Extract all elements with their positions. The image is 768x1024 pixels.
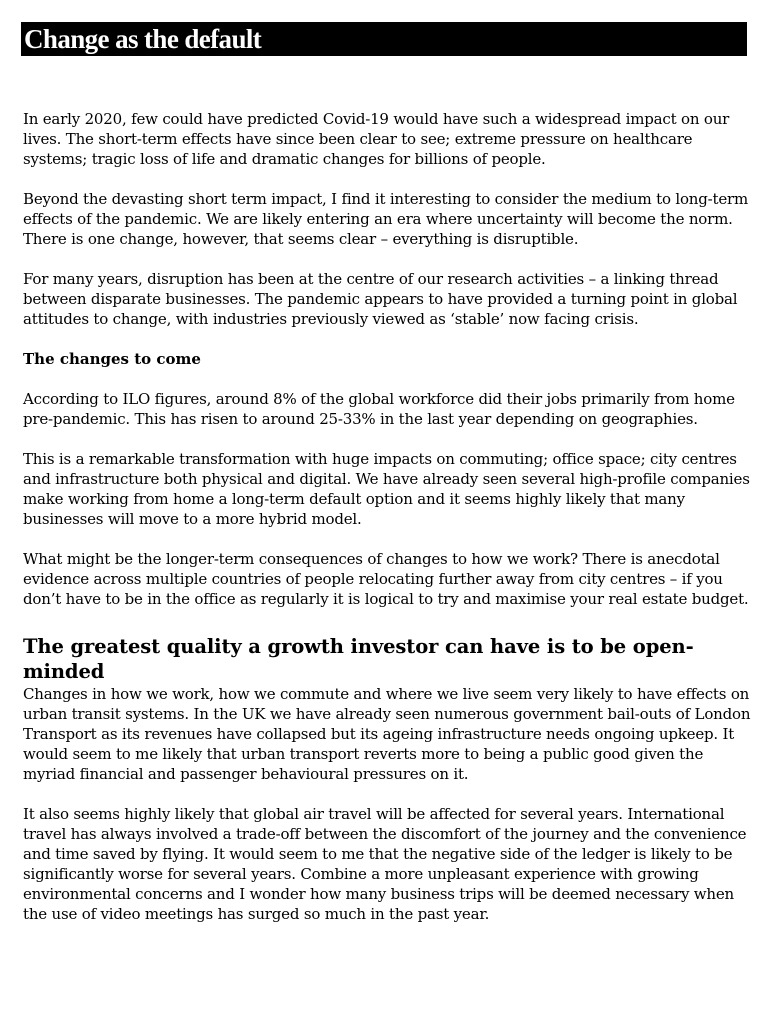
paragraph-changes-2: This is a remarkable transformation with huge impacts on commuting; office space; city centres and infrastructure both physical and digital. We have already seen several high-profile companies make working from home a long-term default option and it seems highly likely that many businesses will move to a more hybrid model. (23, 450, 750, 528)
paragraph-intro-2: Beyond the devasting short term impact, I find it interesting to consider the medium to long-term effects of the pandemic. We are likely entering an era where uncertainty will become the norm. There is one change, however, that seems clear – everything is disruptible. (23, 190, 749, 248)
paragraph-intro-1: In early 2020, few could have predicted Covid-19 would have such a widespread impact on our lives. The short-term effects have since been clear to see; extreme pressure on healthcare systems; tragic loss of life and dramatic changes for billions of people. (23, 110, 730, 168)
page-title: Change as the default (24, 24, 262, 54)
paragraph-changes-1: According to ILO figures, around 8% of the global workforce did their jobs primarily from home pre-pandemic. This has risen to around 25-33% in the last year depending on geographies. (23, 390, 735, 428)
paragraph-after-2: It also seems highly likely that global air travel will be affected for several years. International travel has always involved a trade-off between the discomfort of the journey and the convenience and time saved by flying. It would seem to me that the negative side of the ledger is likely to be significantly worse for several years. Combine a more unpleasant experience with growing environmental concerns and I wonder how many business trips will be deemed necessary when the use of video meetings has surged so much in the past year. (23, 805, 747, 923)
article-body (23, 109, 753, 944)
paragraph-intro-3: For many years, disruption has been at the centre of our research activities – a linking thread between disparate businesses. The pandemic appears to have provided a turning point in global attitudes to change, with industries previously viewed as ‘stable’ now facing crisis. (23, 270, 738, 328)
pull-quote-heading: The greatest quality a growth investor can have is to be open-minded (23, 635, 694, 683)
section-subheading: The changes to come (23, 350, 201, 368)
paragraph-changes-3: What might be the longer-term consequences of changes to how we work? There is anecdotal evidence across multiple countries of people relocating further away from city centres – if you don’t have to be in the office as regularly it is logical to try and maximise your real estate budget. (23, 550, 749, 608)
paragraph-after-1: Changes in how we work, how we commute and where we live seem very likely to have effects on urban transit systems. In the UK we have already seen numerous government bail-outs of London Transport as its revenues have collapsed but its ageing infrastructure needs ongoing upkeep. It would seem to me likely that urban transport reverts more to being a public good given the myriad financial and passenger behavioural pressures on it. (23, 685, 751, 783)
title-bar (21, 22, 747, 56)
